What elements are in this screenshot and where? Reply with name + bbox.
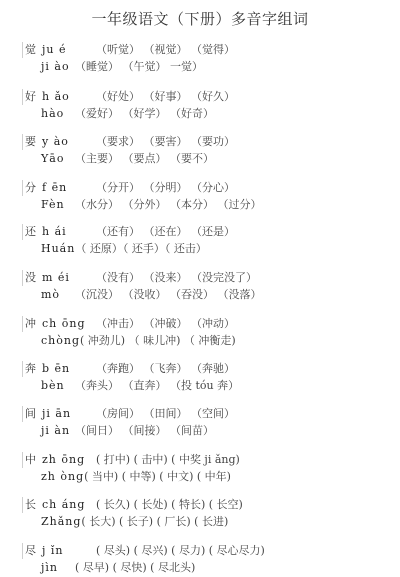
entry-words-2: ( 当中) ( 中等) ( 中文) ( 中年) [84,470,231,483]
entry-line-1 [25,316,235,332]
entry-pinyin-2: bèn [41,379,65,392]
entry-character: 间 [22,406,36,422]
entry-line-2 [41,241,207,257]
entry-line-2 [41,59,203,75]
entry-line-2 [41,106,214,122]
entry-line-2 [41,469,231,485]
entry-words-2: ( 尽早) ( 尽快) ( 尽北头) [75,561,196,574]
entry-character: 分 [22,180,36,196]
entry-line-1 [25,452,240,468]
entry-character: 还 [22,224,36,240]
entry-line-1 [25,497,243,513]
entry-line-2 [41,514,228,530]
entry-words-2: ( 长大) ( 长子) ( 厂长) ( 长进) [81,515,229,528]
entry-line-2 [41,333,236,349]
entry-pinyin-2: Fèn [41,198,65,211]
entry-words-2: （沉没） （没收） （吞没） （没落） [75,288,262,301]
entry-line-2 [41,287,262,303]
entry-pinyin-2: Zhǎng [41,515,82,528]
entry-character: 奔 [22,361,36,377]
entry-line-1 [25,134,235,150]
entry-words-1: （好处） （好事） （好久） [96,90,235,103]
entry-pinyin-1: h ǎo [42,90,70,103]
entry-pinyin-1: ju é [42,43,67,56]
entry-line-1 [25,361,235,377]
entry-character: 没 [22,270,36,286]
entry-line-1 [25,42,235,58]
entry-words-2: （水分） （分外） （本分） （过分） [75,198,262,211]
entry-words-1: （分开） （分明） （分心） [96,181,235,194]
entry-line-1 [25,270,257,286]
entry-pinyin-2: Huán [41,242,76,255]
entry-words-1: ( 尽头) ( 尽兴) ( 尽力) ( 尽心尽力) [96,544,265,557]
entry-pinyin-1: y ào [42,135,69,148]
entry-words-1: （房间） （田间） （空间） [96,407,235,420]
entry-line-2 [41,151,214,167]
entry-line-2 [41,378,239,394]
entry-words-1: （没有） （没来） （没完没了） [96,271,257,284]
entry-pinyin-2: chòng [41,334,80,347]
entry-line-2 [41,197,262,213]
entry-character: 冲 [22,316,36,332]
entry-pinyin-1: j ǐn [42,544,64,557]
entry-pinyin-1: zh ōng [42,453,86,466]
entry-words-2: （睡觉） （午觉） 一觉） [75,60,203,73]
entry-pinyin-1: ch áng [42,498,86,511]
entry-pinyin-2: hào [41,107,65,120]
entry-character: 觉 [22,42,36,58]
entry-pinyin-1: b ēn [42,362,71,375]
entry-line-1 [25,180,235,196]
entry-pinyin-2: Yāo [41,152,65,165]
entry-character: 好 [22,89,36,105]
entry-words-2: （间日） （间接） （间苗） [75,424,214,437]
entry-character: 中 [22,452,36,468]
entry-pinyin-1: m éi [42,271,70,284]
entry-pinyin-2: zh òng [41,470,85,483]
entry-pinyin-1: ji ān [42,407,72,420]
entry-line-2 [41,423,214,439]
entry-character: 尽 [22,543,36,559]
entry-pinyin-2: ji ào [41,60,70,73]
entry-line-1 [25,406,235,422]
entry-pinyin-1: h ái [42,225,67,238]
entry-words-1: （听觉） （视觉） （觉得） [96,43,235,56]
entry-words-1: （奔跑） （飞奔） （奔驰） [96,362,235,375]
entry-line-1 [25,224,235,240]
page-title: 一年级语文（下册）多音字组词 [91,10,309,28]
entry-pinyin-1: f ēn [42,181,68,194]
entry-words-1: （还有） （还在） （还是） [96,225,235,238]
entry-pinyin-2: mò [41,288,61,301]
entry-character: 长 [22,497,36,513]
entry-pinyin-2: ji àn [41,424,71,437]
entry-words-1: ( 打中) ( 击中) ( 中奖 ji ǎng) [96,453,240,466]
entry-words-1: （要求） （要害） （要功） [96,135,235,148]
entry-words-1: ( 长久) ( 长处) ( 特长) ( 长空) [96,498,243,511]
entry-line-1 [25,543,265,559]
entry-words-1: （冲击） （冲破） （冲动） [96,317,235,330]
entry-line-1 [25,89,235,105]
entry-words-2: （ 还原）（ 还手）（ 还击） [75,242,207,255]
entry-words-2: （奔头） （直奔） （投 tóu 奔） [75,379,240,392]
entry-words-2: ( 冲劲儿) （ 味儿冲) （ 冲衡走) [80,334,236,347]
entry-pinyin-1: ch ōng [42,317,86,330]
entry-line-2 [41,560,195,576]
entry-character: 要 [22,134,36,150]
entry-words-2: （爱好） （好学） （好奇） [75,107,214,120]
entry-pinyin-2: jìn [41,561,59,574]
entry-words-2: （主要） （要点） （要不） [75,152,214,165]
